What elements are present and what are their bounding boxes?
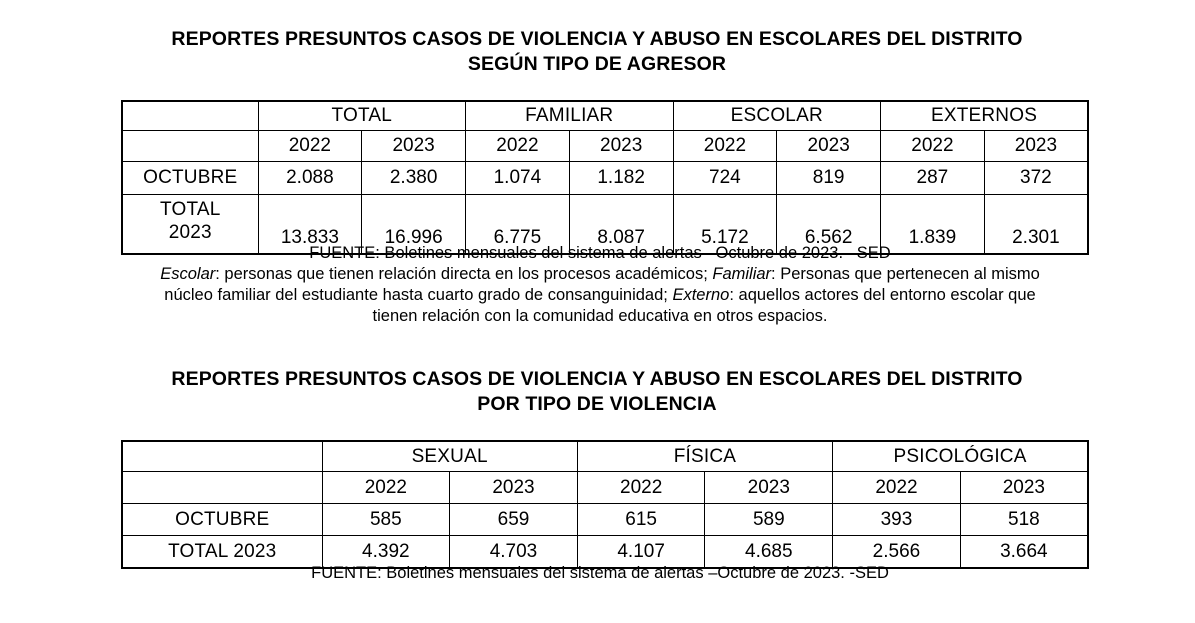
cell-octubre-escolar-2023: 819 [777,162,881,195]
cell-total-externos-2022: 1.839 [881,195,985,255]
year-header-fisica-2023: 2023 [705,472,833,504]
table-row [122,504,1088,536]
year-header-psicologica-2022: 2022 [833,472,961,504]
footnote-def-externo: : aquellos actores del entorno escolar que tienen relación con la comunidad educativa en otros espacios. [372,286,1036,325]
table-row-year-headers [122,472,1088,504]
cell-total-psicologica-2022: 2.566 [833,536,961,569]
cell-octubre-externos-2022: 287 [881,162,985,195]
cell-octubre-sexual-2022: 585 [322,504,450,536]
year-header-escolar-2022: 2022 [673,131,777,162]
row-label-total-line1: TOTAL [160,199,221,220]
year-header-familiar-2023: 2023 [569,131,673,162]
table-row [122,162,1088,195]
cell-octubre-sexual-2023: 659 [450,504,578,536]
year-header-total-2022: 2022 [258,131,362,162]
footnote-violencia [147,563,1053,584]
column-group-total: TOTAL [258,101,466,131]
column-group-escolar: ESCOLAR [673,101,881,131]
cell-total-total-2022: 13.833 [258,195,362,255]
cell-octubre-psicologica-2023: 518 [960,504,1088,536]
column-group-psicologica: PSICOLÓGICA [833,441,1088,472]
footnote-term-escolar: Escolar [160,265,216,283]
cell-octubre-externos-2023: 372 [984,162,1088,195]
cell-octubre-total-2022: 2.088 [258,162,362,195]
column-group-sexual: SEXUAL [322,441,577,472]
title-main-violencia: REPORTES PRESUNTOS CASOS DE VIOLENCIA Y ABUSO EN ESCOLARES DEL DISTRITO [171,368,1023,390]
row-label-octubre: OCTUBRE [122,162,258,195]
footnote-term-familiar: Familiar [712,265,772,283]
cell-octubre-fisica-2023: 589 [705,504,833,536]
cell-total-familiar-2022: 6.775 [466,195,570,255]
footnote-source-line: FUENTE: Boletines mensuales del sistema de alertas –Octubre de 2023. –SED [309,244,891,262]
year-header-familiar-2022: 2022 [466,131,570,162]
table-violencia [121,440,1089,569]
column-group-familiar: FAMILIAR [466,101,674,131]
cell-total-psicologica-2023: 3.664 [960,536,1088,569]
row-label-total-2023: TOTAL 2023 [122,536,322,569]
cell-octubre-familiar-2022: 1.074 [466,162,570,195]
year-header-psicologica-2023: 2023 [960,472,1088,504]
year-header-escolar-2023: 2023 [777,131,881,162]
cell-total-fisica-2022: 4.107 [577,536,705,569]
column-group-externos: EXTERNOS [881,101,1089,131]
table-corner-cell [122,101,258,131]
cell-total-sexual-2022: 4.392 [322,536,450,569]
cell-octubre-fisica-2022: 615 [577,504,705,536]
table-row-category-headers [122,441,1088,472]
row-label-total-line2: 2023 [168,222,212,243]
page-title-violencia [157,367,1037,417]
row-label-octubre: OCTUBRE [122,504,322,536]
cell-octubre-total-2023: 2.380 [362,162,466,195]
cell-total-escolar-2023: 6.562 [777,195,881,255]
column-group-fisica: FÍSICA [577,441,832,472]
cell-octubre-escolar-2022: 724 [673,162,777,195]
footnote-source-line: FUENTE: Boletines mensuales del sistema de alertas –Octubre de 2023. -SED [311,564,889,582]
cell-octubre-familiar-2023: 1.182 [569,162,673,195]
year-header-externos-2022: 2022 [881,131,985,162]
footnote-term-externo: Externo [672,286,730,304]
table-row-category-headers [122,101,1088,131]
cell-total-familiar-2023: 8.087 [569,195,673,255]
cell-total-externos-2023: 2.301 [984,195,1088,255]
footnote-def-familiar: : Personas que pertenecen al mismo núcleo familiar del estudiante hasta cuarto grado de consanguinidad; [164,265,1040,304]
year-header-total-2023: 2023 [362,131,466,162]
year-header-sexual-2023: 2023 [450,472,578,504]
table-corner-cell-lower [122,472,322,504]
year-header-fisica-2022: 2022 [577,472,705,504]
table-corner-cell-lower [122,131,258,162]
cell-total-escolar-2022: 5.172 [673,195,777,255]
table-row-year-headers [122,131,1088,162]
year-header-sexual-2022: 2022 [322,472,450,504]
cell-total-sexual-2023: 4.703 [450,536,578,569]
page-title-agresor [157,27,1037,77]
table-agresor [121,100,1089,255]
cell-octubre-psicologica-2022: 393 [833,504,961,536]
year-header-externos-2023: 2023 [984,131,1088,162]
title-sub-violencia: POR TIPO DE VIOLENCIA [477,393,717,415]
title-main-agresor: REPORTES PRESUNTOS CASOS DE VIOLENCIA Y ABUSO EN ESCOLARES DEL DISTRITO [171,28,1023,50]
footnote-def-escolar: : personas que tienen relación directa en los procesos académicos; [215,265,713,283]
cell-total-fisica-2023: 4.685 [705,536,833,569]
title-sub-agresor: SEGÚN TIPO DE AGRESOR [467,53,727,75]
cell-total-total-2023: 16.996 [362,195,466,255]
table-corner-cell [122,441,322,472]
footnote-agresor [147,243,1053,327]
